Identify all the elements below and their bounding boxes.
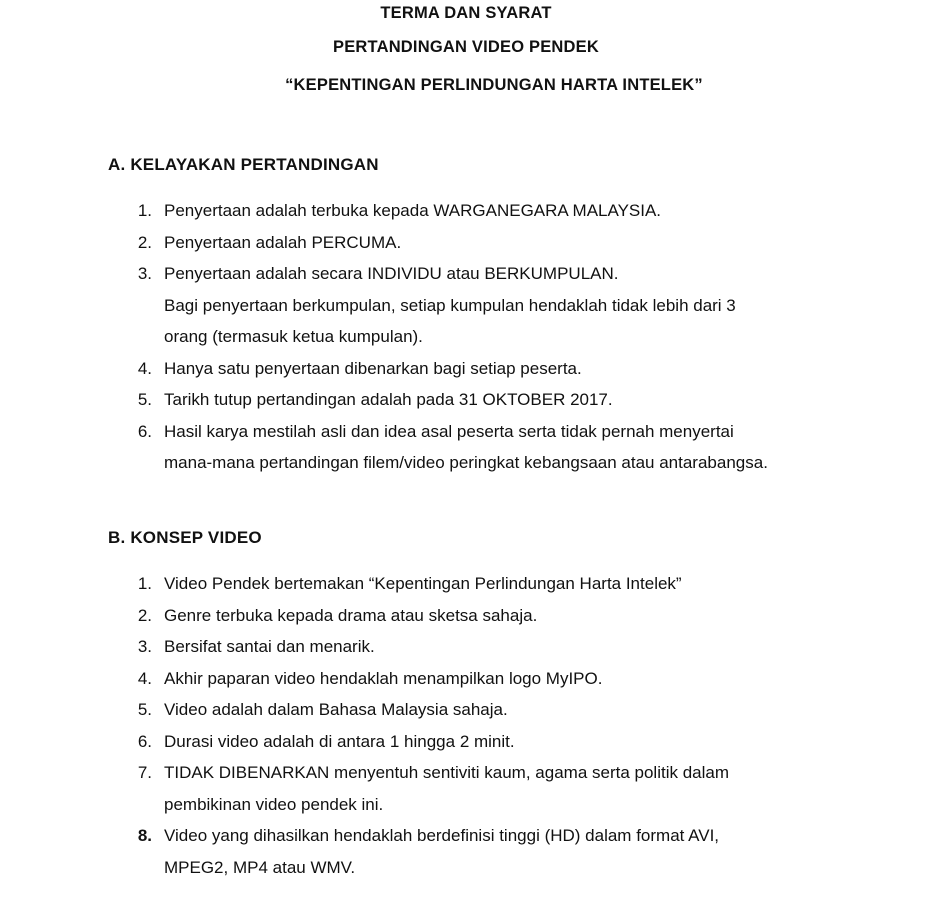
- section-a-heading: A. KELAYAKAN PERTANDINGAN: [108, 155, 379, 174]
- list-item-text: Hanya satu penyertaan dibenarkan bagi setiap peserta.: [164, 358, 582, 378]
- list-item-number: 4.: [137, 668, 152, 688]
- list-item-text: Video adalah dalam Bahasa Malaysia sahaja.: [164, 700, 508, 719]
- list-item-number: 2.: [137, 232, 152, 252]
- list-item-number: 7.: [137, 763, 152, 782]
- document-subtitle: PERTANDINGAN VIDEO PENDEK: [333, 38, 599, 56]
- list-item-text: TIDAK DIBENARKAN menyentuh sentiviti kaum, agama serta politik dalam pembikinan video pendek ini.: [164, 763, 730, 814]
- list-item-text: Bersifat santai dan menarik.: [164, 637, 375, 656]
- list-item-text: Hasil karya mestilah asli dan idea asal peserta serta tidak pernah menyertai mana-mana pertandingan filem/video peringkat kebangsaan atau antarabangsa.: [164, 421, 768, 472]
- document-title: TERMA DAN SYARAT: [380, 4, 552, 22]
- list-item-number: 5.: [137, 390, 152, 409]
- list-item: [0, 825, 932, 877]
- list-item-number: 4.: [137, 358, 152, 378]
- list-item-text: Genre terbuka kepada drama atau sketsa sahaja.: [164, 605, 538, 625]
- list-item: [0, 762, 932, 814]
- list-item-text: Tarikh tutup pertandingan adalah pada 31 OKTOBER 2017.: [164, 390, 613, 409]
- section-b-heading: B. KONSEP VIDEO: [108, 528, 262, 547]
- list-item-number: 6.: [137, 731, 152, 751]
- list-item-text: Durasi video adalah di antara 1 hingga 2 minit.: [164, 731, 515, 751]
- list-item-number: 3.: [137, 637, 152, 656]
- list-item-text: Penyertaan adalah PERCUMA.: [164, 232, 402, 252]
- list-item-number: 1.: [137, 201, 152, 220]
- list-item-number: 2.: [137, 605, 152, 625]
- list-item-text: Penyertaan adalah terbuka kepada WARGANEGARA MALAYSIA.: [164, 201, 662, 220]
- list-item-text: Akhir paparan video hendaklah menampilkan logo MyIPO.: [164, 668, 603, 688]
- list-item-number: 8.: [137, 826, 152, 845]
- list-item-number: 3.: [137, 264, 152, 283]
- list-item-text: Video yang dihasilkan hendaklah berdefinisi tinggi (HD) dalam format AVI, MPEG2, MP4 atau WMV.: [164, 826, 720, 877]
- list-item-number: 5.: [137, 700, 152, 719]
- list-item-number: 6.: [137, 421, 152, 441]
- document-theme: “KEPENTINGAN PERLINDUNGAN HARTA INTELEK”: [285, 76, 703, 94]
- list-item: [0, 263, 932, 346]
- list-item-text: Penyertaan adalah secara INDIVIDU atau BERKUMPULAN. Bagi penyertaan berkumpulan, setiap kumpulan hendaklah tidak lebih dari 3 orang (termasuk ketua kumpulan).: [164, 264, 736, 346]
- list-item: [0, 421, 932, 472]
- list-item-number: 1.: [137, 574, 152, 593]
- list-item-text: Video Pendek bertemakan “Kepentingan Perlindungan Harta Intelek”: [164, 574, 682, 593]
